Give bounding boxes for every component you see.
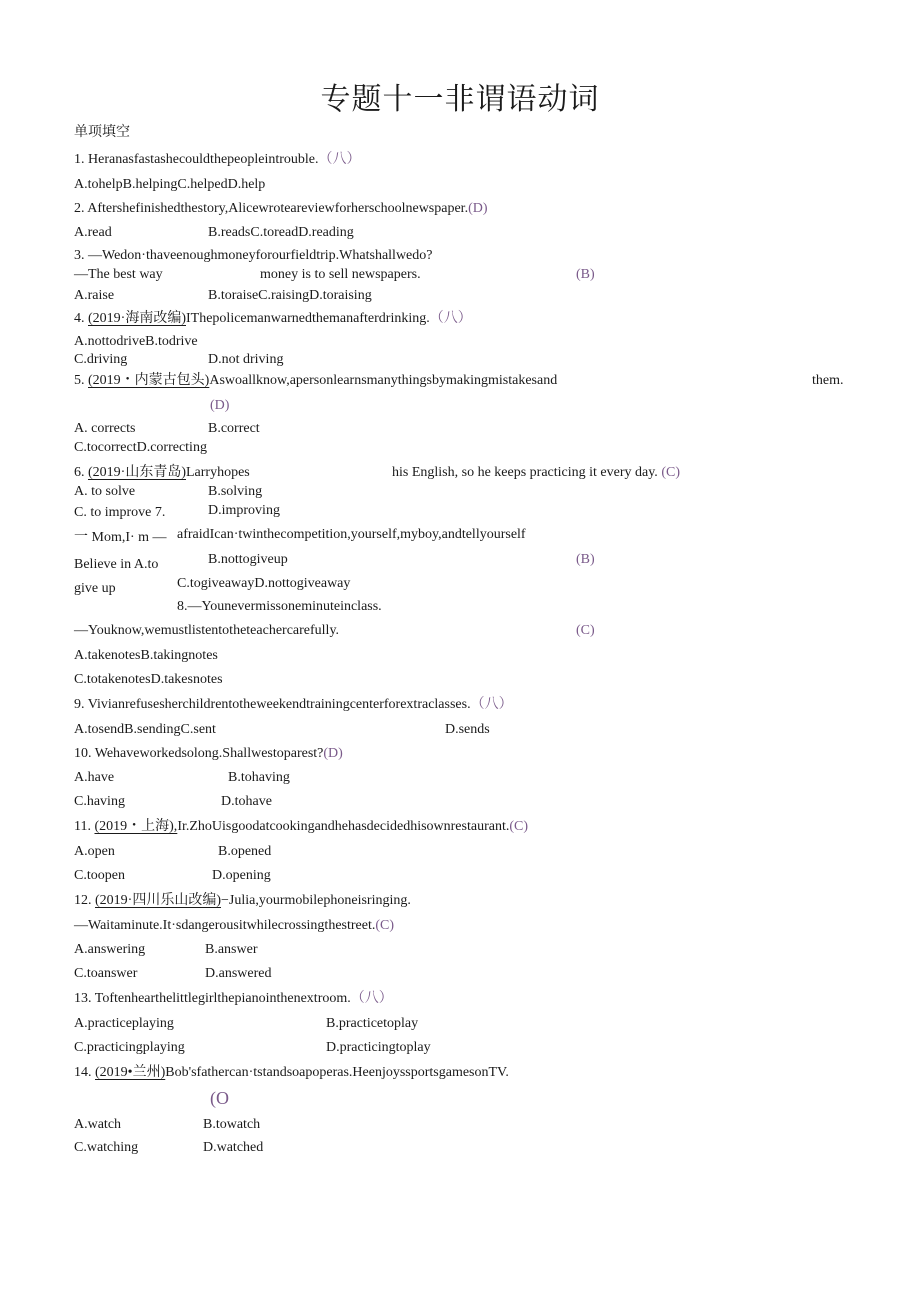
option-a: A.read (74, 225, 112, 240)
option-a: A.have (74, 770, 115, 785)
question-text: Believe in A.to (74, 557, 159, 572)
option-b: B.nottogiveup (208, 552, 288, 567)
question-text: Ir.ZhoUisgoodatcookingandhehasdecidedhisownrestaurant. (177, 819, 510, 834)
answer-mark: （八） (470, 697, 513, 712)
question-text: Bob'sfathercan·tstandsoapoperas.HeenjoyssportsgamesonTV. (165, 1065, 509, 1080)
option-c: C.driving (74, 352, 128, 367)
answer-mark: (C) (576, 623, 595, 638)
source-tag: (2019·山东青岛) (88, 465, 186, 480)
option-a: A.answering (74, 942, 146, 957)
question-number: 4. (74, 311, 88, 326)
answer-mark: (C) (375, 918, 395, 933)
option-a: A.open (74, 844, 115, 859)
source-tag: (2019•兰州) (95, 1065, 166, 1080)
option-c: C.practicingplaying (74, 1040, 185, 1055)
option-d: D.opening (212, 868, 271, 883)
answer-mark: (C) (657, 465, 680, 480)
question-11 (74, 818, 528, 836)
answer-mark: (D) (210, 398, 230, 413)
option-b: B.solving (208, 484, 263, 499)
question-text-cont (392, 464, 680, 482)
section-heading: 单项填空 (74, 125, 130, 140)
option-c: C.having (74, 794, 125, 809)
options-line: B.toraiseC.raisingD.toraising (208, 288, 372, 303)
source-tag: (2019·海南改编) (88, 311, 186, 326)
option-a: A. corrects (74, 421, 136, 436)
answer-mark: （八） (350, 991, 393, 1006)
answer-mark: (B) (576, 552, 595, 567)
options-line: C.togiveawayD.nottogiveaway (177, 576, 351, 591)
option-d: D.improving (208, 503, 280, 518)
options-line: C.tocorrectD.correcting (74, 440, 207, 455)
question-number: 12. (74, 893, 95, 908)
source-tag: (2019・内蒙古包头) (88, 373, 210, 388)
question-text: afraidIcan·twinthecompetition,yourself,myboy,andtellyourself (177, 527, 526, 542)
options-line: A.tosendB.sendingC.sent (74, 722, 216, 737)
option-b: B.practicetoplay (326, 1016, 419, 1031)
option-d: D.practicingtoplay (326, 1040, 431, 1055)
question-number: 11. (74, 819, 95, 834)
answer-mark: （八） (429, 311, 472, 326)
option-c: C.toanswer (74, 966, 138, 981)
question-1 (74, 151, 361, 169)
question-5 (74, 372, 557, 390)
option-d: D.watched (203, 1140, 264, 1155)
question-text: money is to sell newspapers. (260, 267, 421, 282)
options-line: A.nottodriveB.todrive (74, 334, 198, 349)
option-a: A.watch (74, 1117, 122, 1132)
answer-mark: (C) (509, 819, 529, 834)
answer-mark: (B) (576, 267, 595, 282)
question-text: Larryhopes (186, 465, 250, 480)
option-b: B.answer (205, 942, 258, 957)
question-9 (74, 696, 513, 714)
option-c: C.watching (74, 1140, 139, 1155)
option-b: B.tohaving (228, 770, 290, 785)
options-line: A.tohelpB.helpingC.helpedD.help (74, 177, 266, 192)
options-line: B.readsC.toreadD.reading (208, 225, 354, 240)
question-3: 3. —Wedon·thaveenoughmoneyforourfieldtrip.Whatshallwedo? (74, 248, 433, 263)
option-c: C.toopen (74, 868, 125, 883)
question-4 (74, 310, 472, 328)
question-12 (74, 892, 411, 910)
question-text: them. (812, 373, 844, 388)
question-8: 8.—Younevermissoneminuteinclass. (177, 599, 382, 614)
options-line: A.takenotesB.takingnotes (74, 648, 218, 663)
option-b: B.towatch (203, 1117, 261, 1132)
answer-mark: (D) (323, 746, 343, 761)
question-text-cont (74, 917, 394, 935)
option-b: B.correct (208, 421, 260, 436)
question-number: 6. (74, 465, 88, 480)
question-14 (74, 1064, 509, 1082)
option-a: A. to solve (74, 484, 136, 499)
option-d: D.answered (205, 966, 272, 981)
answer-mark: (D) (468, 201, 488, 216)
question-text: his English, so he keeps practicing it every day. (392, 465, 658, 480)
question-text: −Julia,yourmobilephoneisringing. (221, 893, 411, 908)
question-7: 一 Mom,I· m — (74, 530, 167, 545)
option-a: give up (74, 581, 116, 596)
option-d: D.tohave (221, 794, 272, 809)
question-text: 13. Toftenhearthelittlegirlthepianointhenextroom. (74, 991, 351, 1006)
question-text: —Waitaminute.It·sdangerousitwhilecrossingthestreet. (74, 918, 376, 933)
question-2 (74, 200, 488, 218)
question-text: 9. Vivianrefusesherchildrentotheweekendtrainingcenterforextraclasses. (74, 697, 471, 712)
option-c: C. to improve 7. (74, 505, 166, 520)
question-text: Aswoallknow,apersonlearnsmanythingsbymakingmistakesand (209, 373, 558, 388)
options-line: C.totakenotesD.takesnotes (74, 672, 223, 687)
source-tag: (2019·四川乐山改编) (95, 893, 221, 908)
source-tag: (2019・上海), (94, 819, 178, 834)
option-d: D.sends (445, 722, 490, 737)
option-b: B.opened (218, 844, 272, 859)
question-text: 10. Wehaveworkedsolong.Shallwestoparest? (74, 746, 324, 761)
question-number: 14. (74, 1065, 95, 1080)
page-title: 专题十一非谓语动词 (320, 82, 600, 117)
question-text: —Youknow,wemustlistentotheteachercarefully. (74, 623, 340, 638)
question-6 (74, 464, 250, 482)
question-text: 2. Aftershefinishedthestory,Alicewroteareviewforherschoolnewspaper. (74, 201, 469, 216)
question-10 (74, 745, 343, 763)
option-a: A.practiceplaying (74, 1016, 174, 1031)
question-text: 1. Heranasfastashecouldthepeopleintrouble. (74, 152, 319, 167)
question-13 (74, 990, 393, 1008)
option-a: A.raise (74, 288, 115, 303)
answer-mark: (O (210, 1088, 229, 1108)
question-number: 5. (74, 373, 88, 388)
option-d: D.not driving (208, 352, 284, 367)
question-text: IThepolicemanwarnedthemanafterdrinking. (186, 311, 430, 326)
question-text: —The best way (74, 267, 163, 282)
answer-mark: （八） (318, 152, 361, 167)
